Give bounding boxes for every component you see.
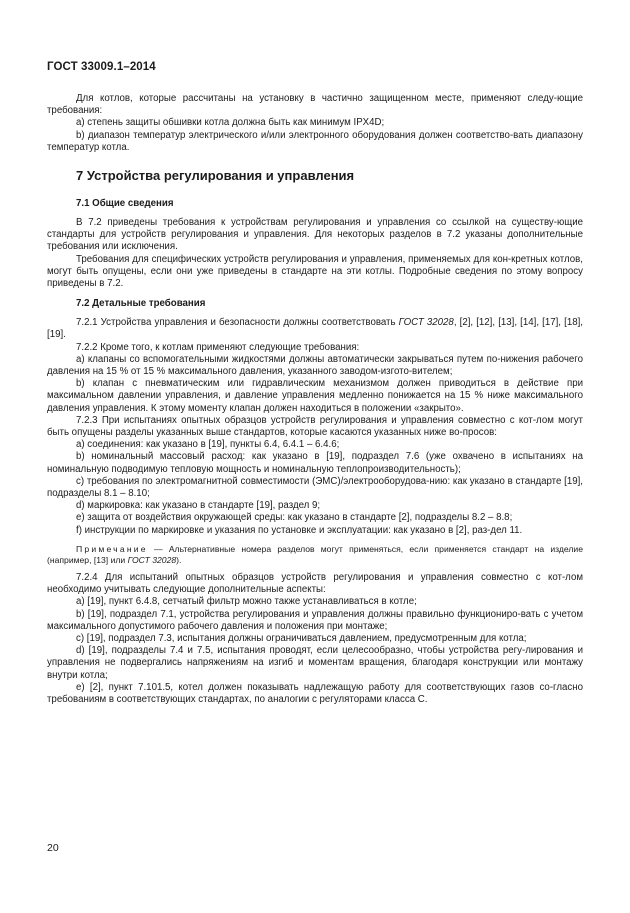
intro-paragraph: Для котлов, которые рассчитаны на установку в частично защищенном месте, применяют следу-ющие требования: [47, 93, 583, 117]
note-gost-reference: ГОСТ 32028 [127, 554, 177, 565]
subsection-7-2-heading: 7.2 Детальные требования [76, 298, 206, 310]
paragraph-7-1-1: В 7.2 приведены требования к устройствам регулирования и управления со ссылкой на существу-ющие стандарты для устройств регулирования и управления. Для некоторых разделов в 7.2 указаны дополнительные требования или исключения. [47, 217, 583, 253]
page-number: 20 [47, 842, 59, 854]
note-label: Примечание [76, 543, 148, 554]
note-text-b: ). [176, 554, 182, 565]
clause-7-2-3-item-c: c) требования по электромагнитной совместимости (ЭМС)/электрооборудова-нию: как указано в стандарте [19], подразделы 8.1 – 8.10; [47, 475, 583, 500]
document-body [47, 93, 583, 706]
clause-7-2-3-item-e: e) защита от воздействия окружающей среды: как указано в стандарте [2], подразделы 8.2 – 8.8; [76, 512, 513, 524]
intro-item-a: a) степень защиты обшивки котла должна быть как минимум IPX4D; [76, 117, 385, 129]
clause-7-2-1-text-b: , [2], [12], [13], [14], [17], [18], [19]. [47, 317, 583, 341]
subsection-7-1-heading: 7.1 Общие сведения [76, 198, 174, 210]
clause-7-2-3: 7.2.3 При испытаниях опытных образцов устройств регулирования и управления совместно с кот-лом могут быть опущены разделы указанных выше стандартов, которые касаются указанных ниже во-просов: [47, 414, 583, 439]
note-text-a: — Альтернативные номера разделов могут применяться, если применяется стандарт на изделие (например, [13] или [47, 543, 583, 565]
clause-7-2-4-item-d: d) [19], подразделы 7.4 и 7.5, испытания проводят, если целесообразно, чтобы устройства регу-лирования и управления не подвергались напряжениям на изгиб и моментам вращения, благодаря конструкции или монтажу внутри котла; [47, 645, 583, 681]
document-header: ГОСТ 33009.1–2014 [47, 61, 156, 73]
clause-7-2-1 [47, 317, 583, 341]
note [47, 544, 583, 566]
intro-item-b: b) диапазон температур электрического и/или электронного оборудования должен соответство-вать диапазону температур котла. [47, 129, 583, 153]
clause-7-2-3-item-a: a) соединения: как указано в [19], пункты 6.4, 6.4.1 – 6.4.6; [76, 439, 340, 451]
clause-7-2-3-item-b: b) номинальный массовый расход: как указано в [19], подраздел 7.6 (уже охвачено в испытаниях на номинальную подводимую тепловую мощность и номинальную теплопроизводительность); [47, 451, 583, 475]
clause-7-2-2: 7.2.2 Кроме того, к котлам применяют следующие требования: [76, 341, 360, 353]
clause-7-2-3-item-d: d) маркировка: как указано в стандарте [19], раздел 9; [76, 500, 321, 512]
clause-7-2-1-text-a: 7.2.1 Устройства управления и безопасности должны соответствовать [76, 317, 399, 329]
clause-7-2-4-item-c: c) [19], подраздел 7.3, испытания должны ограничиваться давлением, предусмотренным для котла; [76, 632, 527, 644]
clause-7-2-4-item-b: b) [19], подраздел 7.1, устройства регулирования и управления должны правильно функциониро-вать с учетом максимального допустимого рабочего давления и положения при монтаже; [47, 608, 583, 632]
section-7-heading: 7 Устройства регулирования и управления [76, 168, 355, 184]
paragraph-7-1-2: Требования для специфических устройств регулирования и управления, применяемых для кон-кретных котлов, могут быть опущены, если они уже приведены в стандарте на эти котлы. Подробные сведения по этому вопросу приведены в 7.2. [47, 253, 583, 290]
clause-7-2-4-item-a: a) [19], пункт 6.4.8, сетчатый фильтр можно также устанавливаться в котле; [76, 596, 417, 608]
clause-7-2-2-item-b: b) клапан с пневматическим или гидравлическим механизмом должен приводиться в действие при максимальном давлении управления, и давление управления медленно понижается на 15 % ниже максимального давления управления. К этому моменту клапан должен находиться в положении «закрыто». [47, 378, 583, 414]
clause-7-2-2-item-a: a) клапаны со вспомогательными жидкостями должны автоматически закрываться путем по-нижения рабочего давления на 15 % от 15 % максимального давления, указанного заводом-изгото-вителем; [47, 353, 583, 378]
clause-7-2-3-item-f: f) инструкции по маркировке и указания по установке и эксплуатации: как указано в [2], раз-дел 11. [76, 524, 523, 536]
gost-32028-reference: ГОСТ 32028 [398, 317, 454, 329]
clause-7-2-4: 7.2.4 Для испытаний опытных образцов устройств регулирования и управления совместно с кот-лом необходимо учитывать следующие дополнительные аспекты: [47, 571, 583, 596]
clause-7-2-4-item-e: e) [2], пункт 7.101.5, котел должен показывать надлежащую работу для соответствующих газов со-гласно требованиям в соответствующих стандартах, по аналогии с регуляторами класса С. [47, 681, 583, 705]
